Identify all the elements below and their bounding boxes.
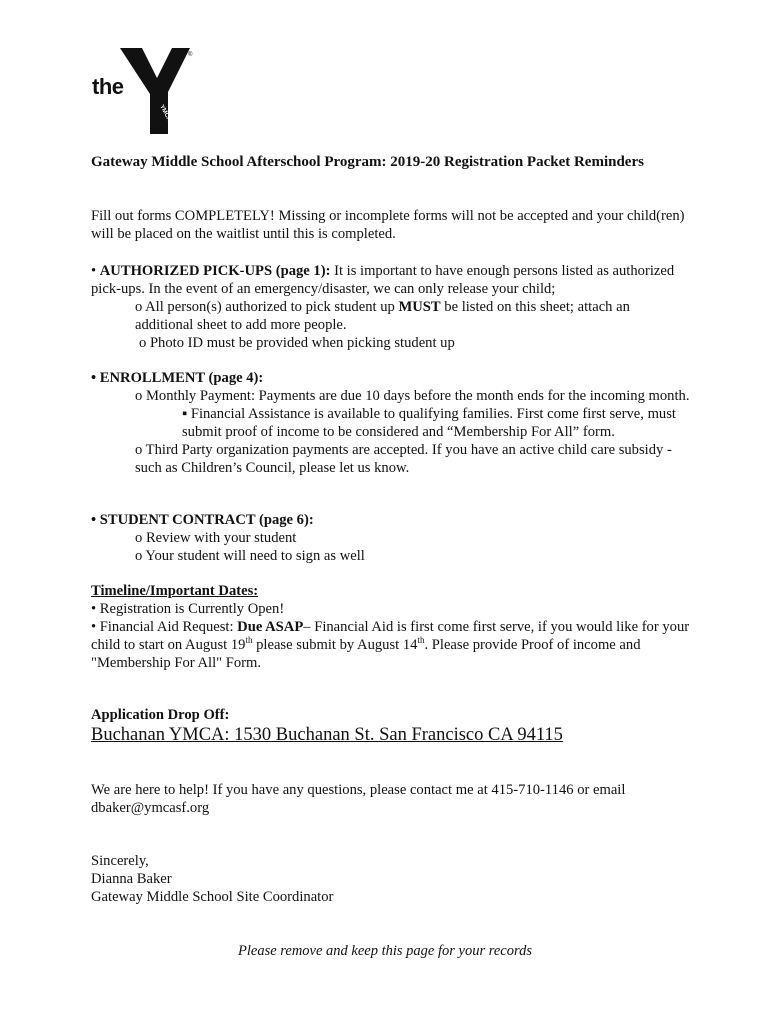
logo-the-text: the xyxy=(92,74,124,99)
closing-salutation: Sincerely, xyxy=(91,853,149,869)
svg-text:YMCA: YMCA xyxy=(158,104,172,123)
timeline-item-2-a: • Financial Aid Request: xyxy=(91,619,238,635)
enrollment-item-1: o Monthly Payment: Payments are due 10 days before the month ends for the incoming month. xyxy=(135,388,690,404)
closing-section xyxy=(91,852,691,906)
ymca-logo xyxy=(92,48,196,134)
timeline-section xyxy=(91,582,691,672)
enrollment-sub-1: ▪ Financial Assistance is available to qualifying families. First come first serve, must submit proof of income to be considered and “Membership For All” form. xyxy=(182,406,676,440)
dropoff-section xyxy=(91,706,691,724)
timeline-sup-2: th xyxy=(417,635,425,646)
pickups-item-1-bold: MUST xyxy=(398,299,441,315)
enrollment-section xyxy=(91,369,691,477)
pickups-paragraph xyxy=(91,262,691,298)
contract-section xyxy=(91,511,691,565)
contract-item-1: o Review with your student xyxy=(135,530,297,546)
timeline-sup-1: th xyxy=(245,635,253,646)
page-title: Gateway Middle School Afterschool Program: 2019-20 Registration Packet Reminders xyxy=(91,154,644,170)
footer-text: Please remove and keep this page for your records xyxy=(238,943,532,959)
intro-text: Fill out forms COMPLETELY! Missing or incomplete forms will not be accepted and your child(ren) will be placed on the waitlist until this is completed. xyxy=(91,208,685,242)
enrollment-heading: • ENROLLMENT (page 4): xyxy=(91,370,264,386)
svg-text:®: ® xyxy=(188,52,193,58)
timeline-heading: Timeline/Important Dates: xyxy=(91,583,259,599)
closing-role: Gateway Middle School Site Coordinator xyxy=(91,889,334,905)
pickups-bullet: • xyxy=(91,263,97,279)
pickups-item-2: o Photo ID must be provided when picking student up xyxy=(139,335,455,351)
timeline-item-2-b: – Financial Aid is first come first serve, if you would like for your child to start on August 19 xyxy=(91,619,690,653)
pickups-section xyxy=(91,262,691,352)
timeline-item-2 xyxy=(91,618,691,672)
pickups-item-1-post: be listed on this sheet; attach an additional sheet to add more people. xyxy=(135,299,630,333)
pickups-heading: AUTHORIZED PICK-UPS (page 1): xyxy=(99,263,331,279)
timeline-item-2-bold: Due ASAP xyxy=(237,619,304,635)
footer-note xyxy=(0,942,770,960)
ymca-y-mark-icon xyxy=(120,48,194,134)
contract-heading: • STUDENT CONTRACT (page 6): xyxy=(91,512,314,528)
pickups-item-1 xyxy=(91,298,691,334)
closing-name: Dianna Baker xyxy=(91,871,172,887)
timeline-item-1: • Registration is Currently Open! xyxy=(91,601,285,617)
help-paragraph xyxy=(91,781,691,817)
dropoff-address: Buchanan YMCA: 1530 Buchanan St. San Francisco CA 94115 xyxy=(91,725,563,745)
contract-item-2: o Your student will need to sign as well xyxy=(135,548,365,564)
help-text: We are here to help! If you have any questions, please contact me at 415-710-1146 or email dbaker@ymcasf.org xyxy=(91,782,626,816)
intro-paragraph xyxy=(91,207,691,243)
enrollment-item-2: o Third Party organization payments are accepted. If you have an active child care subsidy - such as Children’s Council, please let us know. xyxy=(135,442,672,476)
pickups-text: It is important to have enough persons listed as authorized pick-ups. In the event of an emergency/disaster, we can only release your child; xyxy=(91,263,675,297)
timeline-item-2-d: . Please provide Proof of income and "Membership For All" Form. xyxy=(91,637,641,671)
dropoff-heading: Application Drop Off: xyxy=(91,707,230,723)
pickups-item-1-pre: o All person(s) authorized to pick student up xyxy=(135,299,399,315)
timeline-item-2-c: please submit by August 14 xyxy=(252,637,418,653)
